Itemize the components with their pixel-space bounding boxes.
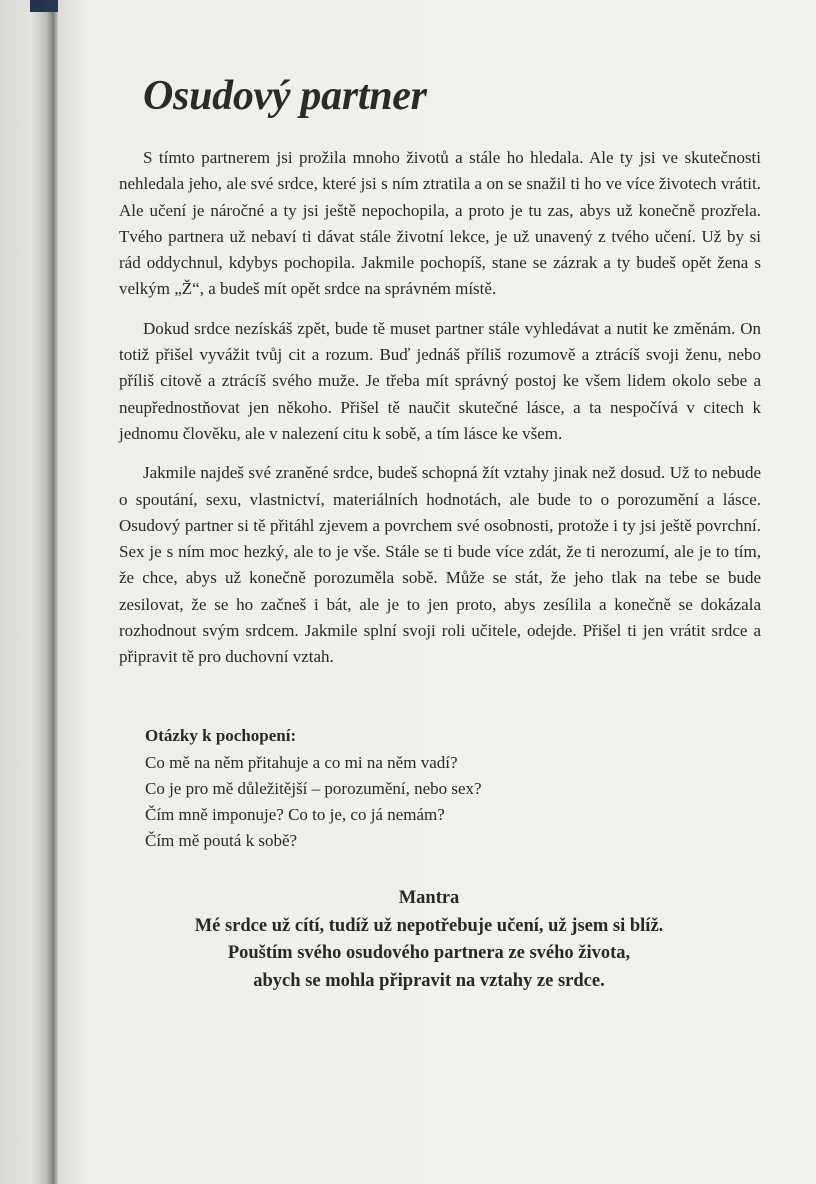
paragraph-1: S tímto partnerem jsi prožila mnoho životů a stále ho hledala. Ale ty jsi ve skutečnosti nehledala jeho, ale své srdce, které jsi s ním ztratila a on se snažil ti ho ve více životech vrátit. Ale učení je náročné a ty jsi ještě nepochopila, a proto je tu zas, abys už konečně prozřela. Tvého partnera už nebaví ti dávat stále životní lekce, je už unavený z tvého učení. Už by si rád oddychnul, kdybys pochopila. Jakmile pochopíš, stane se zázrak a ty budeš opět žena s velkým „Ž“, a budeš mít opět srdce na správném místě. <box>119 148 761 299</box>
mantra-section <box>119 885 739 995</box>
question-item: Co je pro mě důležitější – porozumění, nebo sex? <box>145 779 482 798</box>
mantra-line: Mé srdce už cítí, tudíž už nepotřebuje učení, už jsem si blíž. <box>194 915 664 936</box>
mantra-heading: Mantra <box>398 888 460 908</box>
question-item: Co mě na něm přitahuje a co mi na něm vadí? <box>145 753 458 772</box>
book-spine-shadow <box>0 0 58 1184</box>
paragraph-2: Dokud srdce nezískáš zpět, bude tě muset partner stále vyhledávat a nutit ke změnám. On totiž přišel vyvážit tvůj cit a rozum. Buď jednáš příliš rozumově a ztrácíš svoji ženu, nebo příliš citově a ztrácíš svého muže. Je třeba mít správný postoj ke všem lidem okolo sebe a neupřednostňovat jen někoho. Přišel tě naučit skutečné lásce, a ta nespočívá v citech k jednomu člověku, ale v nalezení citu k sobě, a tím lásce ke všem. <box>119 318 761 443</box>
question-item: Čím mně imponuje? Co to je, co já nemám? <box>145 805 445 824</box>
paragraph-3: Jakmile najdeš své zraněné srdce, budeš schopná žít vztahy jinak než dosud. Už to nebude o spoutání, sexu, vlastnictví, materiálních hodnotách, ale bude to o porozumění a lásce. Osudový partner si tě přitáhl zjevem a povrchem své osobnosti, protože i ty jsi ještě povrchní. Sex je s ním moc hezký, ale to je vše. Stále se ti bude více zdát, že ti nerozumí, ale je to tím, že chce, abys už konečně porozuměla sobě. Může se stát, že jeho tlak na tebe se bude zesilovat, že se ho začneš i bát, ale je to jen proto, abys zesílila a konečně se dokázala rozhodnout svým srdcem. Jakmile splní svoji roli učitele, odejde. Přišel ti jen vrátit srdce a připravit tě pro duchovní vztah. <box>119 463 761 667</box>
question-item: Čím mě poutá k sobě? <box>145 831 298 850</box>
questions-heading: Otázky k pochopení: <box>145 726 297 745</box>
mantra-line: abych se mohla připravit na vztahy ze srdce. <box>253 970 605 991</box>
body-text <box>119 145 761 684</box>
page-title: Osudový partner <box>143 73 427 119</box>
mantra-line: Pouštím svého osudového partnera ze svého života, <box>227 943 631 963</box>
questions-section <box>145 723 482 854</box>
